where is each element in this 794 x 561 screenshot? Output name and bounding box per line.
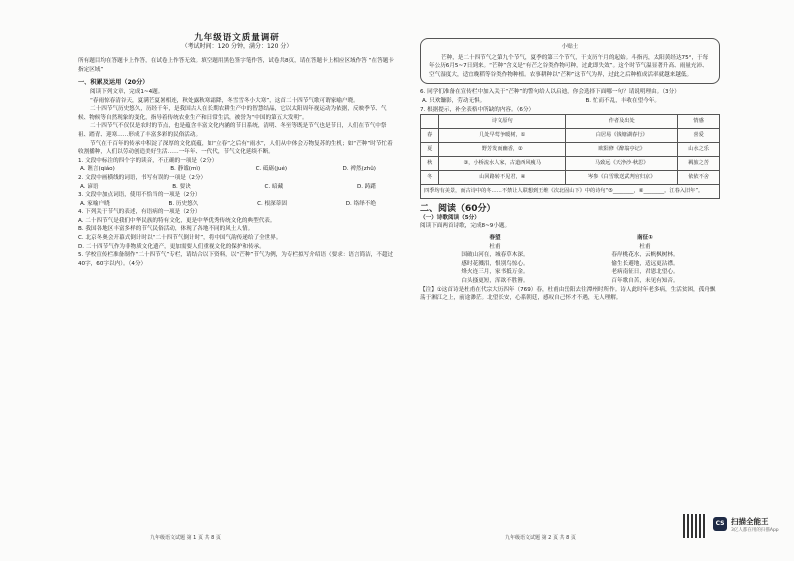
option: D. 二十四节气作为非物质文化遗产，更加需要人们重视文化的保护和传承。 [78, 243, 265, 250]
page-1 [78, 22, 396, 543]
poem-title: 春望 [489, 234, 501, 241]
table-row [421, 143, 720, 157]
tip-text: 芒种，是二十四节气之第九个节气，夏季的第三个节气，干支历午月的起始。斗指丙，太阳黄经达75°，于每年公历6月5~7日到来。“芒种”含义是“有芒之谷类作物可种，过此即失效”。这个时节气温显著升高、雨量充沛、空气湿度大，适宜晚稻等谷类作物种植。农事耕种以“芒种”这节气为界，过此之后种植成活率就越来越低。 [429, 54, 709, 78]
table-cell: 欧阳修《醉翁亭记》 [566, 143, 678, 157]
option: B. 忙而不乱，丰收在望今年。 [585, 97, 660, 104]
question-4: 4. 下列关于节气的表述，有语病的一项是（2分） [78, 209, 201, 216]
option: C. 砥砺(jué) [255, 166, 288, 173]
table-cell: 依依不舍 [678, 171, 720, 185]
poem-author: 杜甫 [489, 243, 501, 250]
option: A. 二十四节气是我们中华民族的特有文化，更是中华优秀传统文化的典型代表。 [78, 217, 276, 224]
table-cell: 喜爱 [678, 129, 720, 143]
question-6: 6. 同学们准备在宣传栏中加入关于“芒种”的警句给人以启迪，你会选择下面哪一句？请说明理由。（3分） [420, 89, 680, 96]
table-cell: 山回路转不见君，④ [439, 171, 566, 185]
paragraph-1: “春雨惊春清谷天，夏满芒夏暑相连，秋处露秋寒霜降，冬雪雪冬小大寒”，这首二十四节气歌可谓家喻户晓。 [90, 97, 359, 104]
option: A. 谚语 [80, 183, 99, 190]
poem-title: 南征① [637, 234, 653, 241]
option: B. 历史悠久 [168, 200, 199, 207]
poetry-table [420, 114, 720, 199]
reading-intro: 阅读下列文章，完成1~4题。 [90, 88, 164, 95]
table-cell: 岑参《白雪歌送武判官归京》 [566, 171, 678, 185]
table-cell: 冬 [421, 171, 439, 185]
table-cell: 夏 [421, 143, 439, 157]
question-3: 3. 文段中加点词语，使用不恰当的一项是（2分） [78, 192, 201, 199]
question-1: 1. 文段中标注的四个字的读音，不正确的一项是（2分） [78, 157, 218, 164]
poem-author: 杜甫 [639, 243, 651, 250]
poem-line: 感时花溅泪，恨别鸟惊心。 [461, 260, 529, 267]
table-cell: 羁旅之苦 [678, 157, 720, 171]
option: B. 我国各地区丰富多样的节气民俗活动，体现了各地不同的风土人情。 [78, 226, 254, 233]
option: C. 根深蒂固 [257, 200, 287, 207]
poems [420, 234, 720, 286]
option: C. 暗藏 [264, 183, 284, 190]
poem-line: 春岸桃花水，云帆枫树林。 [611, 252, 679, 259]
camscanner-tagline: 3亿人都在用的扫描App [731, 528, 779, 533]
camscanner-name: 扫描全能王 [731, 517, 769, 526]
poem-chunwang [461, 234, 528, 286]
table-row [421, 157, 720, 171]
exam-title: 九年级语文质量调研 [194, 33, 280, 43]
option: A. 家喻户晓 [80, 200, 110, 207]
question-3-options [78, 200, 396, 209]
table-header-row [421, 115, 720, 129]
paragraph-2: 二十四节气历史悠久，历经千年，是我国古人在长期农耕生产中的智慧结晶，它以太阳周年视运动为依据，反映季节、气候、物候等自然现象的变化，指导着传统农业生产和日常生活，被誉为“中国的第五大发明”。 [78, 106, 387, 121]
question-2: 2. 文段中画横线的词语，书写有误的一项是（2分） [78, 174, 207, 181]
poem-notes: 【注】①这首诗是杜甫在代宗大历四年（769）春，杜甫由岳阳去往潭州时所作。诗人此时年老多病，生活贫困，孤舟飘荡于湘江之上，前途渺茫。北望长安，心系朝廷，感叹自己怀才不遇，无人理解。 [420, 286, 716, 302]
option: D. 踌躇 [356, 183, 376, 190]
poem-nanzheng [611, 234, 678, 286]
table-cell: 秋 [421, 157, 439, 171]
option: B. 静谧(mì) [170, 166, 201, 173]
option: C. 北京冬奥会开幕式倒计时以“二十四节气倒计时”，将中国气韵传递给了全世界。 [78, 235, 282, 242]
section-2-heading: 二、阅读（60分） [420, 204, 496, 215]
table-row [421, 171, 720, 185]
page-1-footer: 九年级语文试题 第 1 页 共 8 页 [150, 535, 221, 541]
table-row [421, 129, 720, 143]
poem-line: 烽火连三月，家书抵万金。 [461, 269, 529, 276]
table-header: 作者及出处 [566, 115, 678, 129]
poem-line: 老病南征日，君恩北望心。 [611, 269, 679, 276]
table-cell: 白居易《钱塘湖春行》 [566, 129, 678, 143]
question-6-options [420, 97, 720, 106]
poetry-intro: 阅读下面两首诗歌，完成8~9小题。 [420, 223, 511, 230]
poem-line: 白头搔更短，浑欲不胜簪。 [461, 277, 529, 284]
option: D. 络绎不绝 [345, 200, 376, 207]
option: A. 只欢镰影，劳动无惧。 [422, 97, 486, 104]
poem-line: 百年歌自苦，未见有知音。 [611, 277, 679, 284]
qr-code-icon [683, 514, 707, 538]
poem-line: 国破山河在，城春草木深。 [461, 252, 529, 259]
section-1-heading: 一、积累及运用（20分） [78, 79, 149, 87]
table-header: 情感 [678, 115, 720, 129]
question-1-options [78, 165, 396, 174]
option: B. 要诀 [172, 183, 191, 190]
poem-line: 偷生长避地，适远更沾襟。 [611, 260, 679, 267]
camscanner-logo: CS [713, 517, 727, 531]
question-7: 7. 根据提示，补全表格中所缺的内容。（6分） [420, 106, 535, 113]
option: A. 谯言(qiáo) [80, 166, 115, 173]
table-cell: 春 [421, 129, 439, 143]
exam-note: 所有题目均在答题卡上作答，在试卷上作答无效。填空题用黑色签字笔作答，试卷共8页，请在答题卡上相应区域作答 “在答题卡指定区域” [78, 58, 394, 73]
table-row [421, 185, 720, 199]
page-2 [420, 22, 720, 543]
table-cell: ③，小桥流水人家，古道西风瘦马 [439, 157, 566, 171]
exam-subtitle: （考试时间：120 分钟，满分：120 分） [181, 42, 293, 50]
paragraph-4: 节气在千百年的传承中积淀了深厚的文化底蕴，如“立春”之后有“雨水”，人们从中体会万物复苏的生机；如“芒种”时节忙着收割播种，人们以劳动创造美好生活……一年年、一代代，节气文化延续不断。 [78, 140, 393, 156]
table-cell: 野芳发而幽香，② [439, 143, 566, 157]
table-header [421, 115, 439, 129]
table-cell: 马致远《天净沙·秋思》 [566, 157, 678, 171]
page-2-footer: 九年级语文试题 第 2 页 共 8 页 [505, 535, 576, 541]
table-cell-extra: 四季均有美景，而古诗中的冬……不禁让人联想到王维《次北固山下》中的诗句“⑤________，⑥________。江春入旧年”。 [421, 185, 720, 199]
table-header: 诗文原句 [439, 115, 566, 129]
table-cell: 山水之乐 [678, 143, 720, 157]
table-cell: 几处早莺争暖树，① [439, 129, 566, 143]
question-5: 5. 学校宣传栏准备制作“二十四节气”专栏，请结合以下资料，以“芒种”节气为例，为专栏拟写介绍语（要求：语言简洁，不超过40字，60字以内）。（4分） [78, 252, 394, 267]
subsection-heading: （一）诗歌阅读（5分） [420, 214, 480, 221]
tip-box [420, 38, 720, 84]
tip-title: 小贴士 [561, 44, 579, 50]
paragraph-3: 二十四节气不仅仅是农时的节点，也是蕴含丰富文化内涵的节日系统，清明、冬至等既是节气也是节日，人们在节气中祭祖、踏青、迎寒……形成了丰富多彩的民俗活动。 [78, 123, 387, 138]
question-2-options [78, 183, 396, 192]
option: D. 裨然(zhǔ) [342, 166, 376, 173]
